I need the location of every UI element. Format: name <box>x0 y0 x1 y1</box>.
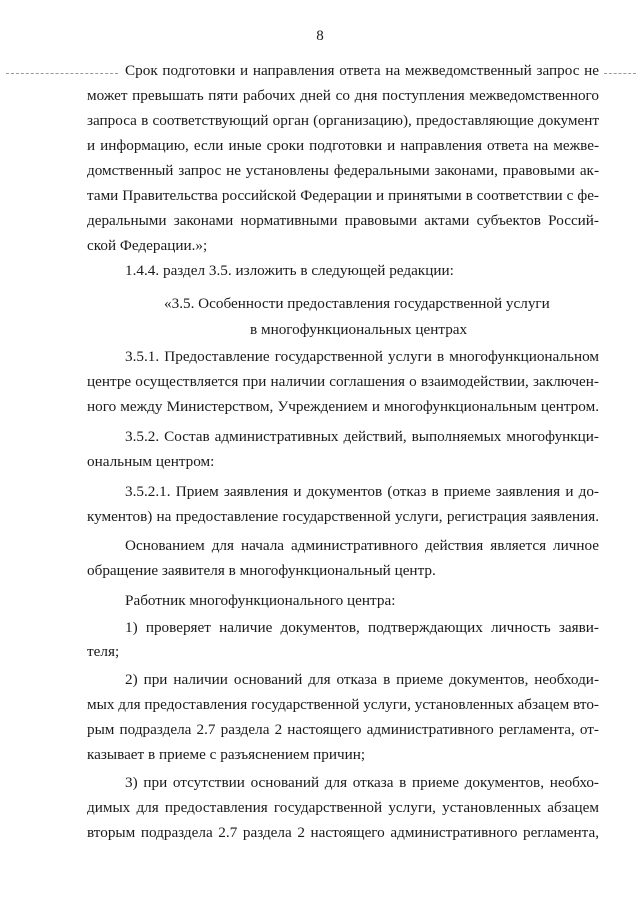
scan-artifact-left <box>6 73 118 74</box>
scan-artifact-right <box>604 73 636 74</box>
text-line: домственный запрос не установлены федеральными законами, правовыми ак- <box>87 162 599 179</box>
text-line: запроса в соответствующий орган (организацию), предоставляющие документ <box>87 112 599 129</box>
text-line: 3.5.2. Состав административных действий, выполняемых многофункци- <box>125 428 599 445</box>
text-line: и информацию, если иные сроки подготовки и направления ответа на межве- <box>87 137 599 154</box>
text-line: обращение заявителя в многофункциональный центр. <box>87 562 436 579</box>
text-line: 2) при наличии оснований для отказа в приеме документов, необходи- <box>125 671 599 688</box>
text-line: мых для предоставления государственной услуги, установленных абзацем вто- <box>87 696 599 713</box>
text-line: тами Правительства российской Федерации и принятыми в соответствии с фе- <box>87 187 599 204</box>
text-line: 3.5.2.1. Прием заявления и документов (отказ в приеме заявления и до- <box>125 483 599 500</box>
text-line: казывает в приеме с разъяснением причин; <box>87 746 366 763</box>
text-line: димых для предоставления государственной услуги, установленных абзацем <box>87 799 599 816</box>
text-line: деральными законами нормативными правовыми актами субъектов Россий- <box>87 212 599 229</box>
text-line: может превышать пяти рабочих дней со дня поступления межведомственного <box>87 87 599 104</box>
text-line: Работник многофункционального центра: <box>125 592 396 609</box>
text-line: центре осуществляется при наличии соглашения о взаимодействии, заключен- <box>87 373 599 390</box>
text-line: ного между Министерством, Учреждением и многофункциональным центром. <box>87 398 599 415</box>
section-heading: в многофункциональных центрах <box>250 321 468 338</box>
text-line: Основанием для начала административного действия является личное <box>125 537 599 554</box>
text-line: ональным центром: <box>87 453 215 470</box>
text-line: 3.5.1. Предоставление государственной услуги в многофункциональном <box>125 348 599 365</box>
page-number: 8 <box>316 28 324 44</box>
text-line: теля; <box>87 643 120 660</box>
text-line: рым подраздела 2.7 раздела 2 настоящего административного регламента, от- <box>87 721 599 738</box>
text-line: 1.4.4. раздел 3.5. изложить в следующей редакции: <box>125 262 454 279</box>
text-line: Срок подготовки и направления ответа на межведомственный запрос не <box>125 62 599 79</box>
text-line: 1) проверяет наличие документов, подтверждающих личность заяви- <box>125 619 599 636</box>
text-line: кументов) на предоставление государственной услуги, регистрация заявления. <box>87 508 599 525</box>
text-line: ской Федерации.»; <box>87 237 208 254</box>
section-heading: «3.5. Особенности предоставления государственной услуги <box>164 295 550 312</box>
text-line: вторым подраздела 2.7 раздела 2 настоящего административного регламента, <box>87 824 599 841</box>
text-line: 3) при отсутствии оснований для отказа в приеме документов, необхо- <box>125 774 599 791</box>
